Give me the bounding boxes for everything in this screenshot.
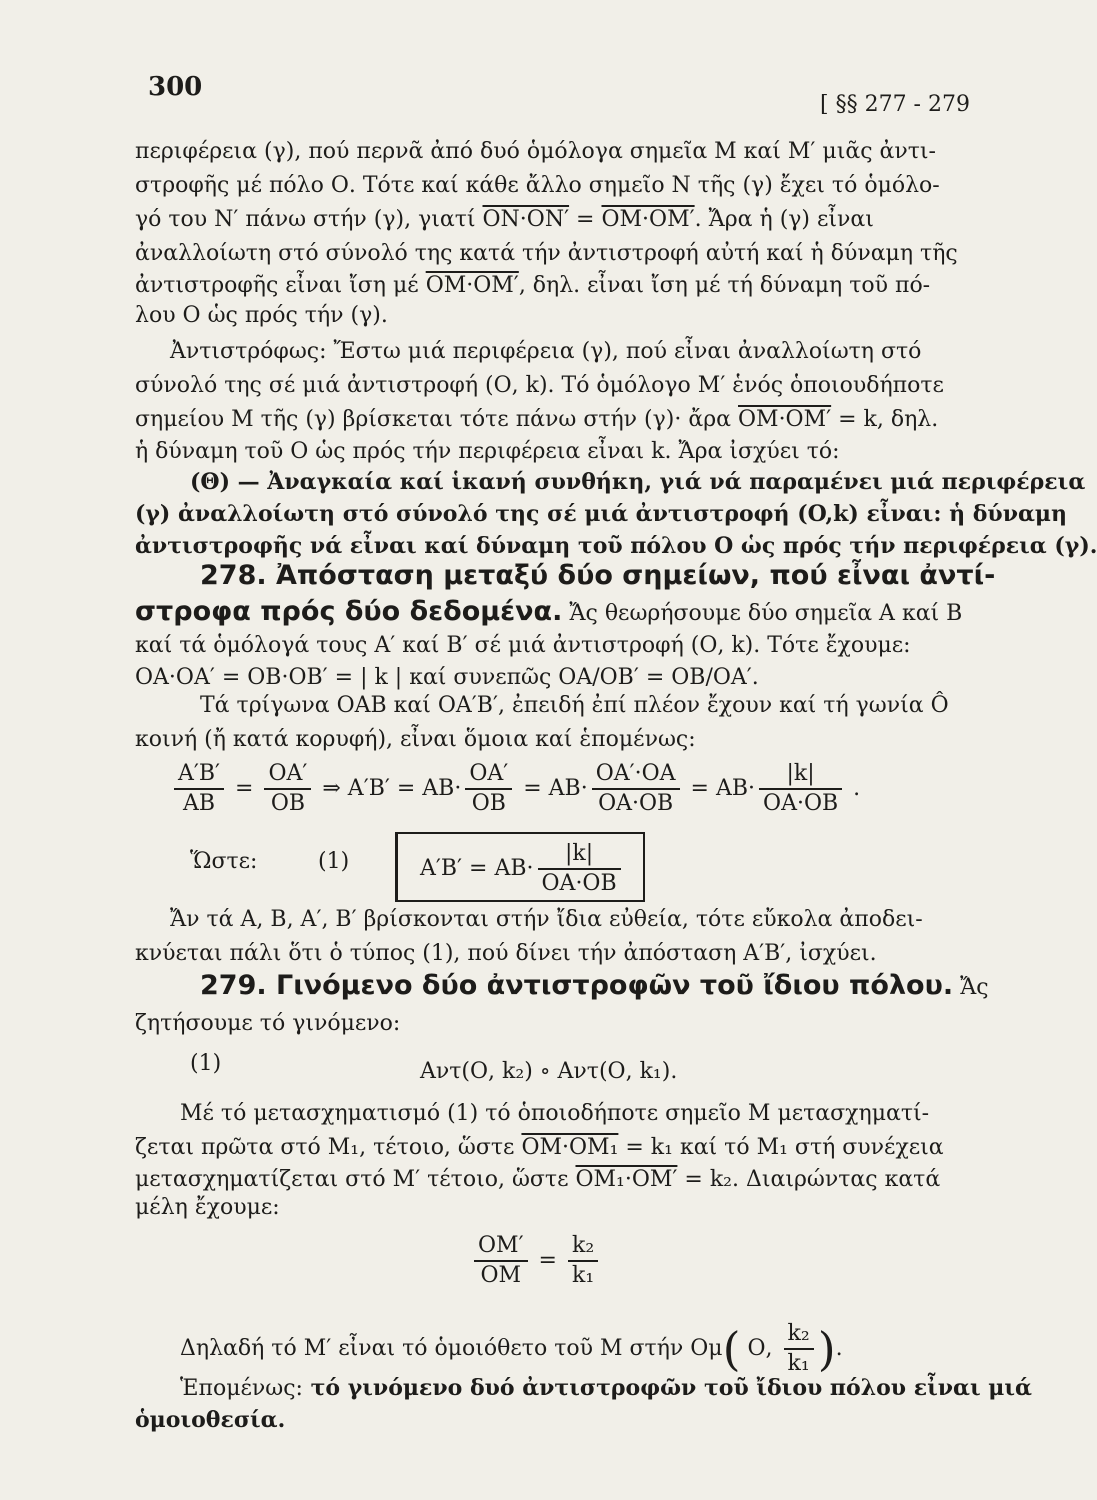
equation-number-278: (1) (318, 849, 350, 874)
section-278-line-3: ΟΑ·ΟΑ′ = ΟΒ·ΟΒ′ = | k | καί συνεπῶς ΟΑ/ΟΒ′ = ΟΒ/ΟΑ′. (135, 665, 759, 690)
section-279-line-4: μετασχηματίζεται στό Μ′ τέτοιο, ὥστε ΟΜ₁·ΟΜ′ = k₂. Διαιρώντας κατά (135, 1167, 941, 1192)
product-formula: Αντ(Ο, k₂) ∘ Αντ(Ο, k₁). (420, 1059, 678, 1084)
fraction-oa1-ob: $\frac{OA'}{OB}$ (264, 760, 311, 818)
section-279-line-3: ζεται πρῶτα στό Μ₁, τέτοιο, ὥστε ΟΜ·ΟΜ₁ = k₁ καί τό Μ₁ στή συνέχεια (135, 1135, 944, 1160)
section-279-title: 279. Γινόμενο δύο ἀντιστροφῶν τοῦ ἴδιου πόλου. Ἄς (200, 970, 989, 1001)
fraction-k-oaob-boxed: $\frac{|k|}{OA\cdot OB}$ (538, 840, 621, 898)
fraction-k2-k1: $\frac{\text{k₂}}{\text{k₁}}$ (568, 1232, 598, 1290)
section-279-line-5: μέλη ἔχουμε: (135, 1195, 280, 1220)
ratio-formula: $\frac{OM'}{OM}$ = $\frac{\text{k₂}}{\text{k₁}}$ (470, 1232, 602, 1290)
theorem-line-3: ἀντιστροφῆς νά εἶναι καί δύναμη τοῦ πόλου Ο ὡς πρός τήν περιφέρεια (γ). (135, 533, 1097, 559)
section-279-line-1: ζητήσουμε τό γινόμενο: (135, 1011, 401, 1036)
p2-line-2: σύνολό της σέ μιά ἀντιστροφή (Ο, k). Τό ὁμόλογο Μ′ ἑνός ὁποιουδήποτε (135, 373, 944, 398)
fraction-k-oaob: $\frac{|k|}{OA\cdot OB}$ (759, 760, 842, 818)
section-278-line-4: Τά τρίγωνα ΟΑΒ καί ΟΑ′Β′, ἐπειδή ἐπί πλέον ἔχουν καί τή γωνία Ô (200, 693, 949, 718)
section-279-line-8: ὁμοιοθεσία. (135, 1407, 286, 1433)
fraction-a1b1-ab: $\frac{A'B'}{AB}$ (174, 760, 224, 818)
p1-line-4: ἀναλλοίωτη στό σύνολό της κατά τήν ἀντιστροφή αὐτή καί ἡ δύναμη τῆς (135, 241, 958, 266)
section-279-line-2: Μέ τό μετασχηματισμό (1) τό ὁποιοδήποτε σημεῖο Μ μετασχηματί- (180, 1101, 930, 1126)
p1-line-5: ἀντιστροφῆς εἶναι ἴση μέ OM·OM′, δηλ. εἶναι ἴση μέ τή δύναμη τοῦ πό- (135, 273, 931, 298)
boxed-formula-content: Α′Β′ = ΑΒ· $\frac{|k|}{OA\cdot OB}$ (420, 840, 625, 898)
p1-line-6: λου Ο ὡς πρός τήν (γ). (135, 303, 388, 328)
p2-line-1: Ἀντιστρόφως: Ἔστω μιά περιφέρεια (γ), πού εἶναι ἀναλλοίωτη στό (170, 339, 922, 364)
p2-line-4: ἡ δύναμη τοῦ Ο ὡς πρός τήν περιφέρεια εἶναι k. Ἄρα ἰσχύει τό: (135, 439, 840, 464)
section-reference: [ §§ 277 - 279 (820, 92, 970, 117)
p1-line-1: περιφέρεια (γ), πού περνᾶ ἀπό δυό ὁμόλογα σημεῖα Μ καί Μ′ μιᾶς ἀντι- (135, 139, 936, 164)
section-279-line-6: Δηλαδή τό Μ′ εἶναι τό ὁμοιόθετο τοῦ Μ στήν Ομ( Ο, $\frac{\text{k₂}}{\text{k₁}}$ ). (180, 1321, 843, 1376)
fraction-oa1oa-oaob: $\frac{OA'\cdot OA}{OA\cdot OB}$ (592, 760, 680, 818)
similarity-formula: $\frac{A'B'}{AB}$ = $\frac{OA'}{OB}$ ⇒ Α′Β′ = ΑΒ· $\frac{OA'}{OB}$ = ΑΒ· $\frac{OA'\cdot OA}{OA\cdot OB}$ = ΑΒ· $\frac{|k|}{OA\cdot OB}$ . (170, 760, 860, 818)
fraction-k2-k1-homothety: $\frac{\text{k₂}}{\text{k₁}}$ (784, 1320, 814, 1378)
section-279-line-7: Ἑπομένως: τό γινόμενο δυό ἀντιστροφῶν τοῦ ἴδιου πόλου εἶναι μιά (180, 1375, 1032, 1401)
section-278-line-6: Ἄν τά Α, Β, Α′, Β′ βρίσκονται στήν ἴδια εὐθεία, τότε εὔκολα ἀποδει- (170, 907, 923, 932)
equation-number-279: (1) (190, 1051, 222, 1076)
section-278-title: 278. Ἀπόσταση μεταξύ δύο σημείων, πού εἶναι ἀντί- (200, 560, 996, 591)
p1-line-3: γό του Ν′ πάνω στήν (γ), γιατί ON·ON′ = OM·OM′. Ἄρα ἡ (γ) εἶναι (135, 207, 874, 232)
theorem-line-1: (Θ) — Ἀναγκαία καί ἱκανή συνθήκη, γιά νά παραμένει μιά περιφέρεια (190, 469, 1086, 495)
fraction-om1-om: $\frac{OM'}{OM}$ (474, 1232, 528, 1290)
section-278-line-7: κνύεται πάλι ὅτι ὁ τύπος (1), πού δίνει τήν ἀπόσταση Α′Β′, ἰσχύει. (135, 941, 877, 966)
section-278-line-5: κοινή (ἤ κατά κορυφή), εἶναι ὅμοια καί ἑπομένως: (135, 727, 696, 752)
page-number: 300 (148, 72, 203, 102)
fraction-oa1-ob-2: $\frac{OA'}{OB}$ (465, 760, 512, 818)
p1-line-2: στροφῆς μέ πόλο Ο. Τότε καί κάθε ἄλλο σημεῖο Ν τῆς (γ) ἔχει τό ὁμόλο- (135, 173, 940, 198)
hence-label: Ὥστε: (190, 849, 258, 874)
theorem-line-2: (γ) ἀναλλοίωτη στό σύνολό της σέ μιά ἀντιστροφή (O,k) εἶναι: ἡ δύναμη (135, 501, 1067, 527)
section-278-line-1: στροφα πρός δύο δεδομένα. Ἄς θεωρήσουμε δύο σημεῖα Α καί Β (135, 596, 963, 627)
section-278-line-2: καί τά ὁμόλογά τους Α′ καί Β′ σέ μιά ἀντιστροφή (Ο, k). Τότε ἔχουμε: (135, 633, 911, 658)
p2-line-3: σημείου Μ τῆς (γ) βρίσκεται τότε πάνω στήν (γ)· ἄρα OM·OM′ = k, δηλ. (135, 407, 939, 432)
